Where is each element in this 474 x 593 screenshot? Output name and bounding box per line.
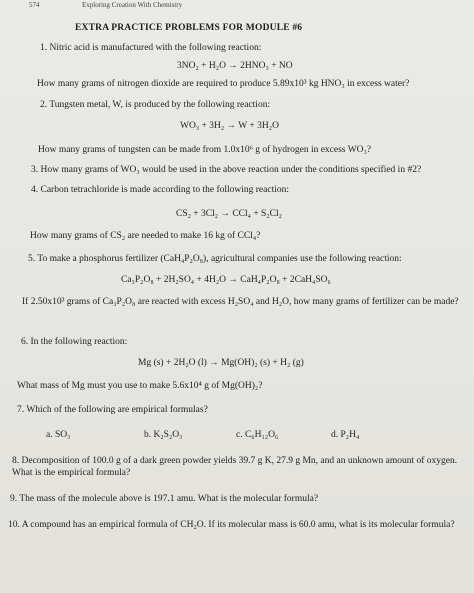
problem-4-question: How many grams of CS₂ are needed to make 16 kg of CCl₄? [30,231,261,241]
problem-1-question: How many grams of nitrogen dioxide are required to produce 5.89x10³ kg HNO₃ in excess water? [37,79,410,89]
problem-6-text: 6. In the following reaction: [21,337,128,347]
problem-7-choice-a: a. SO₃ [46,430,71,440]
problem-1-equation: 3NO₂ + H₂O → 2HNO₃ + NO [177,61,293,71]
problem-7-choice-c: c. C₆H₁₂O₆ [236,430,279,440]
problem-1-text: 1. Nitric acid is manufactured with the following reaction: [40,43,262,53]
problem-8-text: 8. Decomposition of 100.0 g of a dark green powder yields 39.7 g K, 27.9 g Mn, and an unknown amount of oxygen. What is the empirical formula? [12,456,458,478]
running-header: Exploring Creation With Chemistry [82,1,183,9]
problem-4-text: 4. Carbon tetrachloride is made according to the following reaction: [31,185,289,195]
page-title: EXTRA PRACTICE PROBLEMS FOR MODULE #6 [75,23,303,33]
problem-6-question: What mass of Mg must you use to make 5.6x10⁴ g of Mg(OH)₂? [17,381,263,391]
problem-7-choice-b: b. K₂S₂O₃ [144,430,183,440]
problem-6-equation: Mg (s) + 2H₂O (l) → Mg(OH)₂ (s) + H₂ (g) [138,358,304,368]
problem-5-text: 5. To make a phosphorus fertilizer (CaH₄P₂O₈), agricultural companies use the following reaction: [28,254,402,264]
page-number: 574 [29,1,40,9]
problem-10-text: 10. A compound has an empirical formula of CH₂O. If its molecular mass is 60.0 amu, what is its molecular formula? [8,520,455,530]
problem-2-text: 2. Tungsten metal, W, is produced by the following reaction: [40,100,271,110]
problem-7-text: 7. Which of the following are empirical formulas? [17,405,208,415]
problem-3-text: 3. How many grams of WO₃ would be used in the above reaction under the conditions specified in #2? [31,165,422,175]
problem-4-equation: CS₂ + 3Cl₂ → CCl₄ + S₂Cl₂ [176,209,282,219]
problem-5-equation: Ca₃P₂O₈ + 2H₂SO₄ + 4H₂O → CaH₄P₂O₈ + 2CaH₄SO₆ [121,275,331,285]
problem-2-equation: WO₃ + 3H₂ → W + 3H₂O [180,121,279,131]
problem-2-question: How many grams of tungsten can be made from 1.0x10⁶ g of hydrogen in excess WO₃? [38,145,372,155]
problem-5-question: If 2.50x10³ grams of Ca₃P₂O₈ are reacted with excess H₂SO₄ and H₂O, how many grams of fertilizer can be made? [22,297,459,307]
problem-9-text: 9. The mass of the molecule above is 197.1 amu. What is the molecular formula? [10,494,319,504]
problem-7-choice-d: d. P₂H₄ [331,430,360,440]
